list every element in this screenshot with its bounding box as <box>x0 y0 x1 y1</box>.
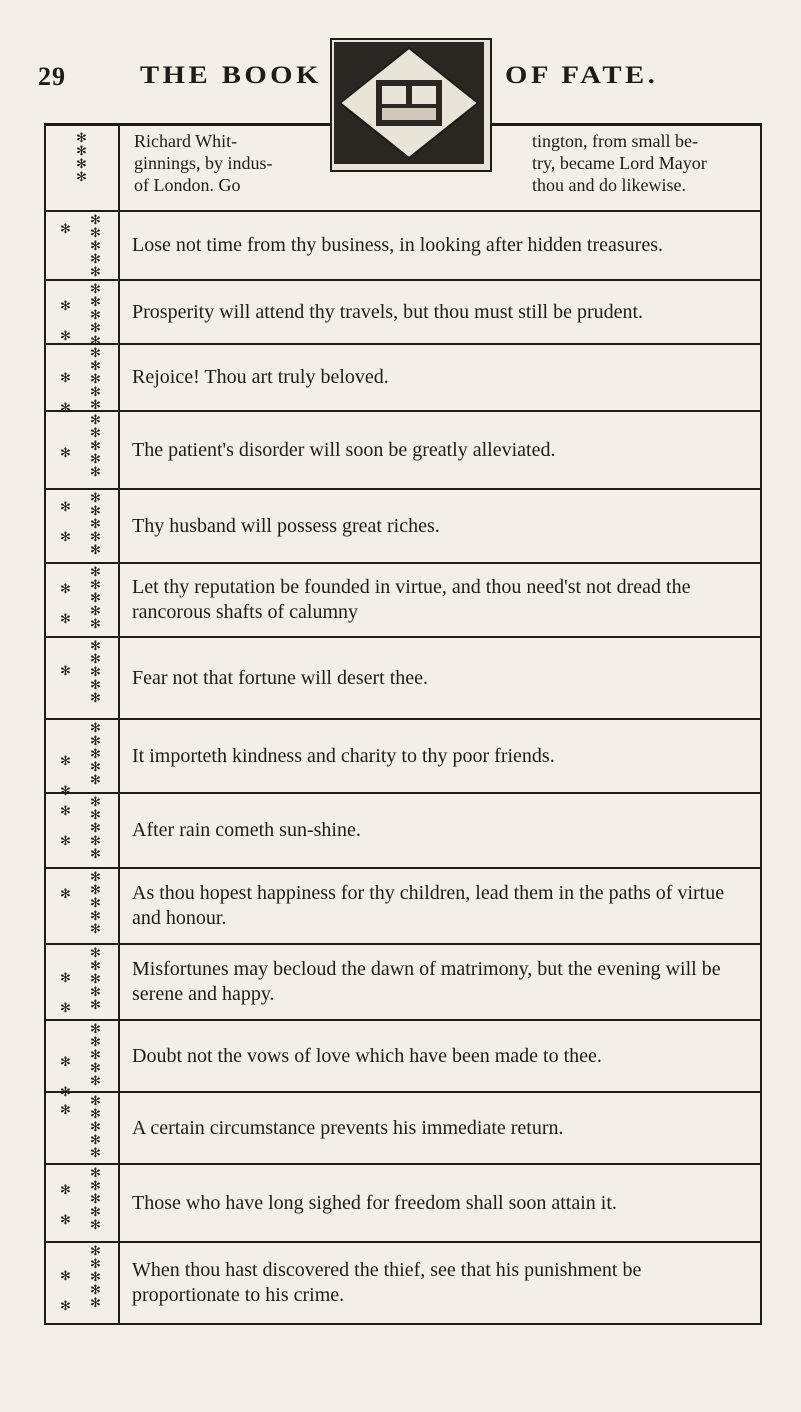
star-pattern <box>46 126 120 210</box>
oracle-row <box>44 490 762 564</box>
star-column: ✻ ✻ ✻ ✻ ✻ <box>90 1094 101 1161</box>
oracle-text: When thou hast discovered the thief, see that his punishment be proportionate to his crime. <box>132 1259 642 1306</box>
oracle-text: Lose not time from thy business, in looking after hidden treasures. <box>132 234 664 256</box>
oracle-text: After rain cometh sun-shine. <box>132 819 361 841</box>
oracle-row <box>44 1165 762 1243</box>
star-pattern <box>46 1093 120 1163</box>
oracle-row <box>44 564 762 638</box>
star-pattern <box>46 490 120 562</box>
star-left: ✻ <box>60 222 71 237</box>
star-pattern <box>46 564 120 636</box>
oracle-row <box>44 720 762 799</box>
star-column: ✻ ✻ ✻ ✻ ✻ <box>90 1022 101 1089</box>
oracle-text: As thou hopest happiness for thy children, lead them in the paths of virtue and honour. <box>132 882 725 929</box>
oracle-text: Thy husband will possess great riches. <box>132 514 440 537</box>
oracle-text: The patient's disorder will soon be greatly alleviated. <box>132 438 556 461</box>
oracle-text: Fear not that fortune will desert thee. <box>132 666 429 689</box>
star-left: ✻ ✻ <box>60 804 71 849</box>
star-column: ✻ ✻ ✻ ✻ ✻ <box>90 870 101 937</box>
oracle-text: It importeth kindness and charity to thy poor friends. <box>132 744 555 767</box>
star-pattern <box>46 869 120 943</box>
oracle-rows <box>44 212 762 1325</box>
star-left: ✻ ✻ <box>60 1055 71 1100</box>
book-icon <box>332 40 486 166</box>
oracle-table <box>44 123 762 1325</box>
star-column: ✻ ✻ ✻ ✻ ✻ <box>90 946 101 1013</box>
intro-left-text: Richard Whit- ginnings, by indus- of London. Go <box>134 131 273 195</box>
oracle-text: Let thy reputation be founded in virtue, and thou need'st not dread the rancorous shafts of calumny <box>132 576 691 623</box>
book-vignette <box>330 38 492 172</box>
page-number: 29 <box>38 62 66 91</box>
star-pattern <box>46 720 120 799</box>
star-pattern <box>46 1243 120 1323</box>
star-column: ✻ ✻ ✻ ✻ ✻ <box>90 721 101 788</box>
star-column: ✻ ✻ ✻ ✻ ✻ <box>90 639 101 706</box>
oracle-row <box>44 412 762 490</box>
star-left: ✻ <box>60 664 71 679</box>
star-left: ✻ ✻ <box>60 1269 71 1314</box>
oracle-text: A certain circumstance prevents his immediate return. <box>132 1116 564 1139</box>
star-column: ✻ ✻ ✻ ✻ ✻ <box>90 1166 101 1233</box>
star-left: ✻ <box>60 446 71 461</box>
star-column: ✻ ✻ ✻ ✻ ✻ <box>90 213 101 280</box>
oracle-row <box>44 212 762 281</box>
intro-right-text: tington, from small be- try, became Lord Mayor thou and do likewise. <box>532 131 707 195</box>
oracle-row <box>44 945 762 1021</box>
star-column: ✻ ✻ ✻ ✻ ✻ <box>90 282 101 349</box>
star-pattern <box>46 638 120 718</box>
star-column: ✻ ✻ ✻ ✻ ✻ <box>90 346 101 413</box>
star-pattern <box>46 1021 120 1100</box>
star-left: ✻ ✻ <box>60 371 71 416</box>
star-pattern <box>46 794 120 867</box>
star-pattern <box>46 212 120 279</box>
oracle-row <box>44 1021 762 1100</box>
star-pattern <box>46 281 120 349</box>
title-right: OF FATE. <box>505 62 659 89</box>
star-left: ✻ ✻ <box>60 582 71 627</box>
star-column: ✻ ✻ ✻ ✻ ✻ <box>90 413 101 480</box>
star-left: ✻ ✻ <box>60 971 71 1016</box>
star-left: ✻ ✻ <box>60 1183 71 1228</box>
star-left: ✻ <box>60 1103 71 1118</box>
star-column: ✻ ✻ ✻ ✻ ✻ <box>90 565 101 632</box>
oracle-row <box>44 638 762 720</box>
star-column: ✻ ✻ ✻ ✻ ✻ <box>90 795 101 862</box>
star-left: ✻ ✻ <box>60 754 71 799</box>
oracle-text: Rejoice! Thou art truly beloved. <box>132 366 389 388</box>
oracle-row <box>44 1093 762 1165</box>
oracle-row <box>44 794 762 869</box>
star-column: ✻ ✻ ✻ ✻ <box>76 131 87 185</box>
star-left: ✻ <box>60 887 71 902</box>
star-column: ✻ ✻ ✻ ✻ ✻ <box>90 491 101 558</box>
oracle-row <box>44 1243 762 1325</box>
star-left: ✻ ✻ <box>60 299 71 344</box>
star-column: ✻ ✻ ✻ ✻ ✻ <box>90 1244 101 1311</box>
oracle-row <box>44 281 762 349</box>
star-left: ✻ ✻ <box>60 500 71 545</box>
star-pattern <box>46 345 120 416</box>
star-pattern <box>46 1165 120 1241</box>
oracle-text: Those who have long sighed for freedom shall soon attain it. <box>132 1191 617 1214</box>
oracle-row <box>44 345 762 416</box>
oracle-text: Misfortunes may becloud the dawn of matrimony, but the evening will be serene and happy. <box>132 958 721 1005</box>
oracle-text: Doubt not the vows of love which have been made to thee. <box>132 1044 602 1067</box>
oracle-row <box>44 869 762 945</box>
title-left: THE BOOK <box>140 62 322 89</box>
star-pattern <box>46 945 120 1019</box>
star-pattern <box>46 412 120 488</box>
oracle-text: Prosperity will attend thy travels, but thou must still be prudent. <box>132 300 644 323</box>
